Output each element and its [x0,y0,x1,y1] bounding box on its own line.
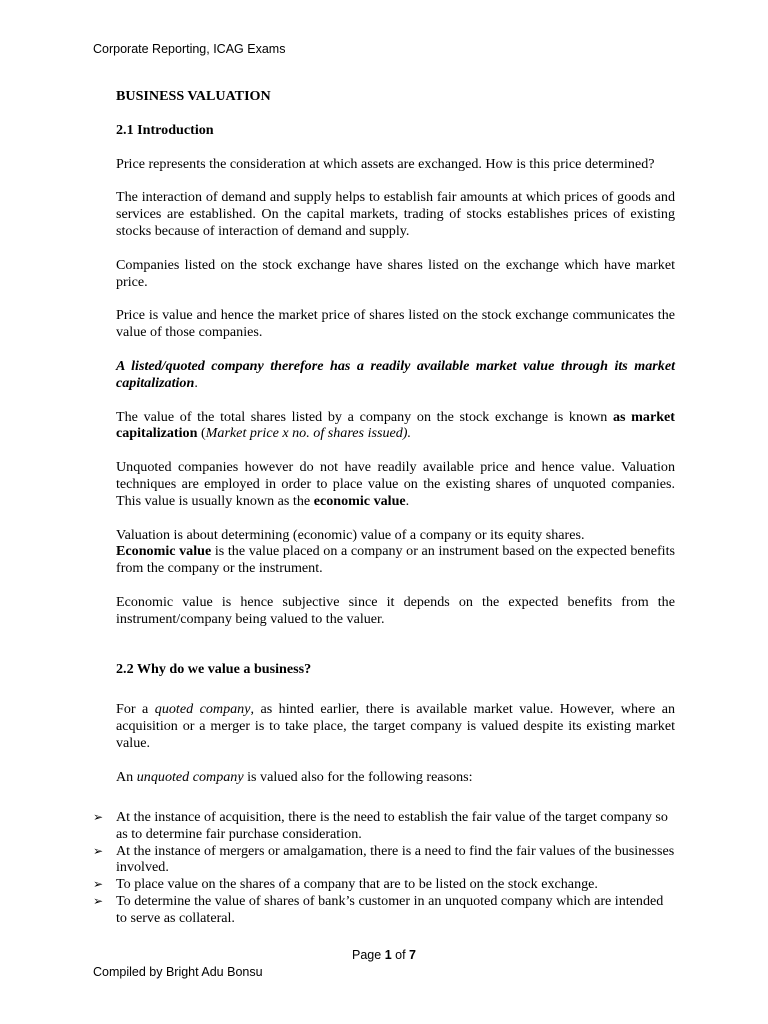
paragraph-valuation-definition: Valuation is about determining (economic) value of a company or its equity shares. [116,526,585,543]
list-item [93,876,675,893]
text-fragment: is the value placed on a company or an instrument based on the expected benefits from the company or the instrument. [116,543,675,577]
list-item-text: To place value on the shares of a company that are to be listed on the stock exchange. [116,876,598,893]
document-body [116,88,675,786]
text-fragment: . [405,492,410,509]
document-title: BUSINESS VALUATION [116,88,271,104]
page-label: Page [352,948,385,962]
bold-term: as market capitalization [116,408,675,442]
text-fragment: , as hinted earlier, there is available market value. However, where an acquisition or a merger is to take place, the target company is valued despite its existing market value. [116,701,675,751]
bold-term: economic value [313,492,406,509]
page-of-label: of [391,948,410,962]
paragraph-subjective-value: Economic value is hence subjective since it depends on the expected benefits from the instrument/company being valued to the valuer. [116,593,675,627]
running-header: Corporate Reporting, ICAG Exams [93,42,286,56]
paragraph-market-capitalization-definition [116,409,675,443]
text-fragment: . [194,374,198,391]
paragraph-unquoted-reasons-intro [116,769,675,786]
arrow-bullet-icon: ➢ [93,843,104,858]
text-fragment: is valued also for the following reasons: [243,768,473,785]
paragraph-price-is-value: Price is value and hence the market price of shares listed on the stock exchange communicates the value of those companies. [116,307,675,341]
section-heading-why-value: 2.2 Why do we value a business? [116,660,312,677]
paragraph-demand-supply: The interaction of demand and supply helps to establish fair amounts at which prices of goods and services are established. On the capital markets, trading of stocks establishes prices of existing stocks because of interaction of demand and supply. [116,189,675,239]
text-fragment: ( [197,425,206,442]
text-fragment: An [116,768,137,785]
reasons-list [93,809,675,927]
paragraph-economic-value [116,543,675,577]
paragraph-quoted-company [116,701,675,751]
paragraph-price-definition: Price represents the consideration at which assets are exchanged. How is this price determined? [116,155,655,172]
italic-term: quoted company [154,701,251,718]
italic-term: unquoted company [136,768,244,785]
formula-text: Market price x no. of shares issued). [205,425,412,442]
page-number [0,948,768,962]
list-item-text: To determine the value of shares of bank’s customer in an unquoted company which are intended to serve as collateral. [116,892,664,926]
footer-compiler: Compiled by Bright Adu Bonsu [93,965,263,979]
list-item [93,809,675,843]
text-fragment: The value of the total shares listed by a company on the stock exchange is known [116,408,613,425]
bold-term: Economic value [116,543,212,560]
arrow-bullet-icon: ➢ [93,877,104,892]
list-item-text: At the instance of acquisition, there is the need to establish the fair value of the target company so as to determine fair purchase consideration. [116,809,668,842]
paragraph-listed-companies: Companies listed on the stock exchange have shares listed on the exchange which have market price. [116,256,675,290]
arrow-bullet-icon: ➢ [93,893,104,908]
paragraph-market-capitalization-note [116,358,675,392]
list-item-text: At the instance of mergers or amalgamation, there is a need to find the fair values of the businesses involved. [116,842,675,876]
list-item [93,843,675,877]
list-item [93,893,675,927]
section-heading-introduction: 2.1 Introduction [116,121,214,138]
arrow-bullet-icon: ➢ [93,810,104,824]
page-total: 7 [409,948,416,962]
page-current: 1 [384,948,392,962]
text-fragment: For a [116,701,155,718]
text-fragment: Unquoted companies however do not have readily available price and hence value. Valuation techniques are employed in order to place value on the existing shares of unquoted companies. This value is usually known as the [116,459,675,509]
paragraph-unquoted-companies [116,459,675,509]
emphasis-text: A listed/quoted company therefore has a readily available market value through its market capitalization [116,357,675,391]
